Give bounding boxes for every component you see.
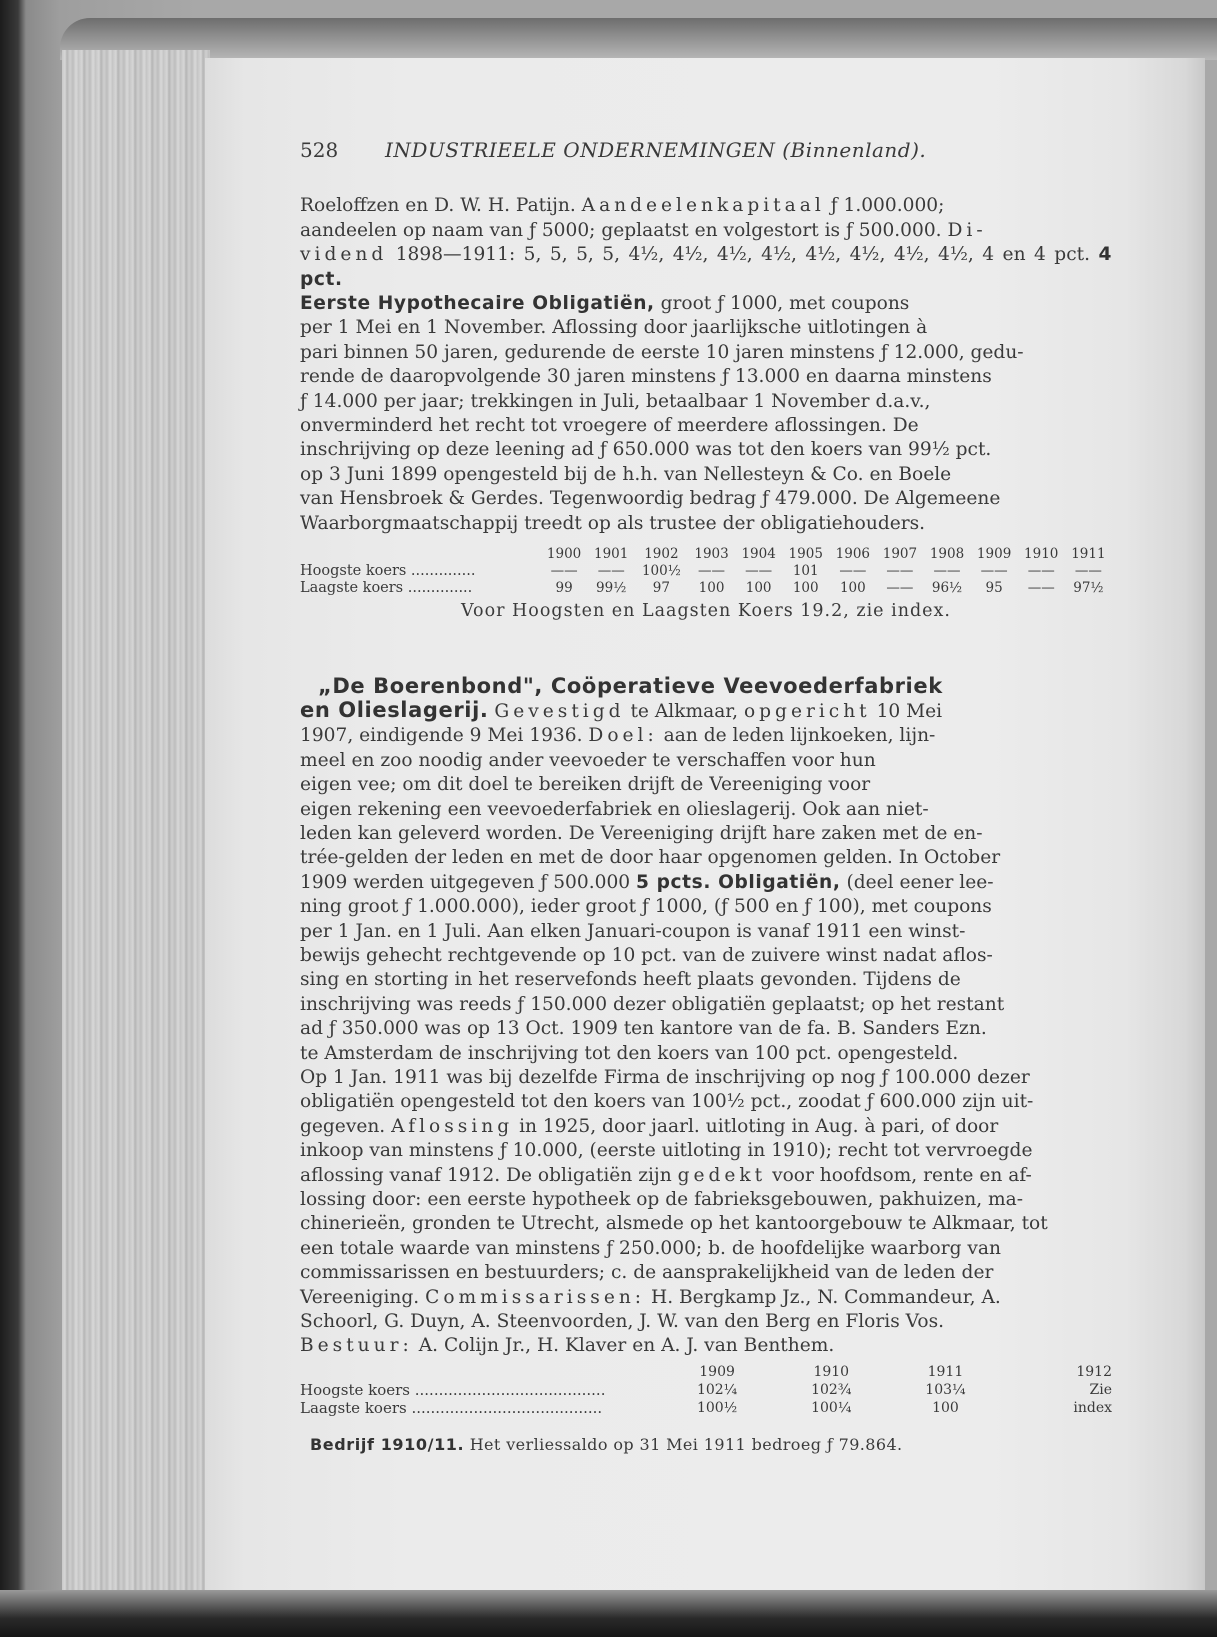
text: aan de leden lijnkoeken, lijn- xyxy=(657,725,936,747)
bond-title: Eerste Hypothecaire Obligatiën, xyxy=(300,293,655,315)
text: H. Bergkamp Jz., N. Commandeur, A. xyxy=(645,1286,1001,1308)
text-line: per 1 Jan. en 1 Juli. Aan elken Januari-coupon is vanaf 1911 een winst- xyxy=(300,920,966,942)
bold-term: 4 pct. xyxy=(300,244,1112,290)
text-line: Op 1 Jan. 1911 was bij dezelfde Firma de inschrijving op nog ƒ 100.000 dezer xyxy=(300,1067,1030,1088)
table-cell: 100 xyxy=(745,580,772,597)
table-cell: —— xyxy=(698,563,726,580)
table-cell: 100 xyxy=(839,580,866,597)
table-cell: —— xyxy=(550,563,578,580)
row-label: Laagste koers ........................................ xyxy=(300,1398,603,1417)
year-header: 1907 xyxy=(882,546,918,563)
table-cell: 102¾ xyxy=(811,1381,852,1398)
text: 1907, eindigende 9 Mei 1936. xyxy=(300,725,589,747)
text: aflossing vanaf 1912. De obligatiën zijn xyxy=(300,1164,678,1186)
text: Vereeniging. xyxy=(300,1286,426,1308)
table-cell: 100¼ xyxy=(811,1399,852,1416)
spaced-term: Doel: xyxy=(588,725,658,747)
year-header: 1908 xyxy=(929,546,965,563)
year-header: 1901 xyxy=(594,546,629,563)
text: 10 Mei xyxy=(870,700,943,722)
koers-table-2 xyxy=(300,1363,1112,1417)
text: Roeloffzen en D. W. H. Patijn. xyxy=(300,195,582,217)
table-cell: 99½ xyxy=(596,580,627,597)
text: te Alkmaar, xyxy=(624,700,744,722)
koers-table-1 xyxy=(300,546,1112,597)
book-top-edge xyxy=(60,18,1217,60)
year-header: 1910 xyxy=(813,1363,850,1380)
text-line: inschrijving op deze leening ad ƒ 650.000 was tot den koers van 99½ pct. xyxy=(300,439,992,461)
text-line: op 3 Juni 1899 opengesteld bij de h.h. van Nellesteyn & Co. en Boele xyxy=(300,463,952,485)
table-cell: 100½ xyxy=(696,1399,738,1416)
index-note: Voor Hoogsten en Laagsten Koers 19.2, zie index. xyxy=(461,601,951,622)
year-header: 1905 xyxy=(788,546,823,563)
table-cell: —— xyxy=(839,563,867,580)
table-header-row xyxy=(300,546,1112,563)
text-line: rende de daaropvolgende 30 jaren minstens ƒ 13.000 en daarna minstens xyxy=(300,366,992,388)
table-cell: —— xyxy=(1027,580,1055,597)
text-line: inkoop van minstens ƒ 10.000, (eerste uitloting in 1910); recht tot vervroegde xyxy=(300,1140,1033,1162)
bond-title: 5 pcts. Obligatiën, xyxy=(636,871,841,893)
bedrijf-title: Bedrijf 1910/11. xyxy=(310,1434,465,1454)
page-number: 528 xyxy=(300,138,339,162)
text: groot ƒ 1000, met coupons xyxy=(654,293,910,315)
table-cell: 103¼ xyxy=(925,1381,966,1398)
spaced-term: Commissarissen: xyxy=(425,1286,646,1308)
spaced-term: opgericht xyxy=(743,700,871,722)
table-cell: 99 xyxy=(555,580,573,597)
table-cell: 100½ xyxy=(641,563,681,580)
text-line: leden kan geleverd worden. De Vereeniging drijft hare zaken met de en- xyxy=(300,822,983,844)
text-line: meel en zoo noodig ander veevoeder te verschaffen voor hun xyxy=(300,749,876,771)
table-cell: 96½ xyxy=(931,580,963,597)
text-line: Waarborgmaatschappij treedt op als trustee der obligatiehouders. xyxy=(300,512,926,534)
text-line: Schoorl, G. Duyn, A. Steenvoorden, J. W. van den Berg en Floris Vos. xyxy=(300,1311,945,1333)
text-line: lossing door: een eerste hypotheek op de fabrieksgebouwen, pakhuizen, ma- xyxy=(300,1189,1024,1211)
text: A. Colijn Jr., H. Klaver en A. J. van Benthem. xyxy=(412,1335,835,1357)
spaced-term: vidend xyxy=(300,244,388,266)
text: 1898—1911: 5, 5, 5, 5, 4½, 4½, 4½, 4½, 4½, 4½, 4½, 4½, 4 en 4 pct. xyxy=(387,244,1099,266)
spaced-term: gedekt xyxy=(677,1164,767,1186)
text-line xyxy=(300,1433,1112,1457)
text-line: inschrijving was reeds ƒ 150.000 dezer obligatiën geplaatst; op het restant xyxy=(300,993,1005,1015)
bottom-shadow xyxy=(0,1590,1217,1637)
section-gap xyxy=(300,624,1112,674)
table-cell: 100 xyxy=(792,580,819,597)
text: ƒ 1.000.000; xyxy=(824,195,945,217)
table-header-row xyxy=(300,1363,1112,1381)
row-label: Hoogste koers .............. xyxy=(300,563,476,580)
spaced-term: Di- xyxy=(947,219,987,241)
text-line: obligatiën opengesteld tot den koers van 100½ pct., zoodat ƒ 600.000 zijn uit- xyxy=(300,1091,1034,1113)
text-line: van Hensbroek & Gerdes. Tegenwoordig bedrag ƒ 479.000. De Algemeene xyxy=(300,488,1001,510)
table-cell: index xyxy=(1073,1399,1112,1416)
table-cell: —— xyxy=(745,563,773,580)
table-cell: —— xyxy=(980,563,1008,580)
text-line: commissarissen en bestuurders; c. de aansprakelijkheid van de leden der xyxy=(300,1262,994,1284)
table-cell: 101 xyxy=(792,563,819,580)
text-line: onverminderd het recht tot vroegere of meerdere aflossingen. De xyxy=(300,415,919,437)
text-line xyxy=(300,674,1112,698)
text-line xyxy=(300,292,1112,316)
row-label: Hoogste koers ........................................ xyxy=(300,1380,606,1399)
text-line: eigen rekening een veevoederfabriek en olieslagerij. Ook aan niet- xyxy=(300,798,929,820)
table-cell: —— xyxy=(1027,563,1055,580)
text-line: chinerieën, gronden te Utrecht, alsmede op het kantoorgebouw te Alkmaar, tot xyxy=(300,1213,1048,1235)
text-line: een totale waarde van minstens ƒ 250.000; b. de hoofdelijke waarborg van xyxy=(300,1237,1001,1259)
year-header: 1911 xyxy=(927,1363,964,1380)
table-cell: 102¼ xyxy=(696,1381,738,1398)
table-cell: 97 xyxy=(652,580,670,597)
text-line xyxy=(300,724,1112,748)
year-header: 1902 xyxy=(644,546,679,563)
text-line: te Amsterdam de inschrijving tot den koers van 100 pct. opengesteld. xyxy=(300,1042,959,1064)
text-line: sing en storting in het reservefonds heeft plaats gevonden. Tijdens de xyxy=(300,969,961,991)
text-line: per 1 Mei en 1 November. Aflossing door jaarlijksche uitlotingen à xyxy=(300,317,928,339)
year-header: 1909 xyxy=(976,546,1012,563)
text-line xyxy=(300,219,1112,243)
table-cell: —— xyxy=(597,563,625,580)
running-title: INDUSTRIEELE ONDERNEMINGEN (Binnenland). xyxy=(385,138,927,162)
table-cell: 100 xyxy=(932,1399,959,1416)
text-line: ning groot ƒ 1.000.000), ieder groot ƒ 1000, (ƒ 500 en ƒ 100), met coupons xyxy=(300,896,992,918)
table-row xyxy=(300,1399,1112,1417)
table-row xyxy=(300,563,1112,580)
text-line xyxy=(300,871,1112,895)
table-cell: —— xyxy=(886,563,914,580)
text: aandeelen op naam van ƒ 5000; geplaatst en volgestort is ƒ 500.000. xyxy=(300,219,948,241)
table-cell: —— xyxy=(886,580,914,597)
text-line: ad ƒ 350.000 was op 13 Oct. 1909 ten kantore van de fa. B. Sanders Ezn. xyxy=(300,1018,987,1040)
text: (deel eener lee- xyxy=(840,871,994,893)
text-line xyxy=(300,1286,1112,1310)
year-header: 1910 xyxy=(1024,546,1059,563)
year-header: 1911 xyxy=(1071,546,1106,563)
page-stack-edge xyxy=(62,50,210,1625)
text-line xyxy=(300,1115,1112,1139)
text: voor hoofdsom, rente en af- xyxy=(766,1164,1032,1186)
text: in 1925, door jaarl. uitloting in Aug. à pari, of door xyxy=(513,1115,999,1137)
text-line: ƒ 14.000 per jaar; trekkingen in Juli, betaalbaar 1 November d.a.v., xyxy=(300,390,931,412)
entry-1 xyxy=(300,194,1112,623)
table-cell: —— xyxy=(1074,563,1102,580)
row-label: Laagste koers .............. xyxy=(300,580,473,597)
spaced-term: Aandeelenkapitaal xyxy=(581,195,825,217)
year-header: 1904 xyxy=(741,546,776,563)
table-cell: —— xyxy=(933,563,961,580)
entry-2 xyxy=(300,674,1112,1458)
year-header: 1900 xyxy=(546,546,582,563)
spaced-term: Gevestigd xyxy=(494,700,625,722)
spaced-term: Bestuur: xyxy=(300,1335,413,1357)
text: 1909 werden uitgegeven ƒ 500.000 xyxy=(300,871,637,893)
table-row xyxy=(300,1381,1112,1399)
text: Het verliessaldo op 31 Mei 1911 bedroeg ƒ 79.864. xyxy=(464,1434,903,1454)
text-line xyxy=(300,698,1112,724)
page-content xyxy=(300,138,1112,1457)
company-title: en Olieslagerij. xyxy=(300,697,489,722)
spaced-term: Aflossing xyxy=(391,1115,514,1137)
table-row xyxy=(300,580,1112,597)
text-line: pari binnen 50 jaren, gedurende de eerste 10 jaren minstens ƒ 12.000, gedu- xyxy=(300,341,1024,363)
year-header: 1909 xyxy=(699,1363,735,1380)
text-line: trée-gelden der leden en met de door haar opgenomen gelden. In October xyxy=(300,847,1001,869)
text-line xyxy=(300,194,1112,218)
text-line xyxy=(300,1164,1112,1188)
text-line xyxy=(300,243,1112,292)
company-title: „De Boerenbond", Coöperatieve Veevoederfabriek xyxy=(318,673,943,698)
table-cell: 100 xyxy=(698,580,725,597)
year-header: 1903 xyxy=(694,546,729,563)
year-header: 1906 xyxy=(835,546,870,563)
year-header: 1912 xyxy=(1076,1363,1112,1380)
table-cell: 95 xyxy=(985,580,1003,597)
running-header xyxy=(300,138,1112,162)
text-line xyxy=(300,1334,1112,1358)
table-cell: Zie xyxy=(1089,1381,1112,1398)
text-line: eigen vee; om dit doel te bereiken drijft de Vereeniging voor xyxy=(300,774,871,796)
text: gegeven. xyxy=(300,1115,392,1137)
table-cell: 97½ xyxy=(1073,580,1104,597)
text-line: bewijs gehecht rechtgevende op 10 pct. van de zuivere winst nadat aflos- xyxy=(300,944,993,966)
